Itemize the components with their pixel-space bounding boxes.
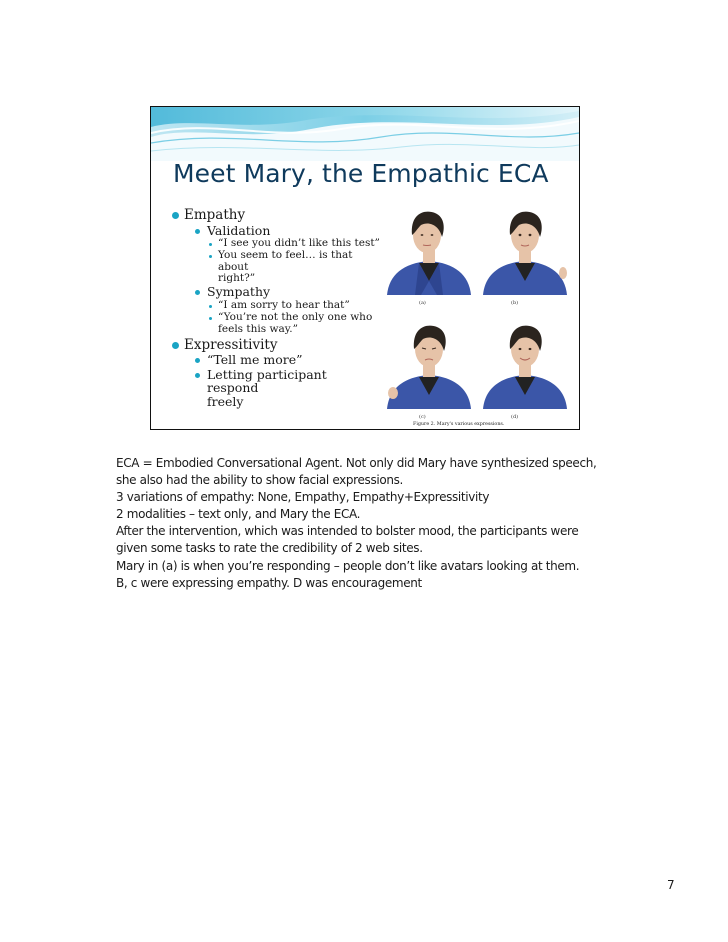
- notes-line: After the intervention, which was intended to bolster mood, the participants were: [116, 524, 579, 539]
- notes-line: given some tasks to rate the credibility of 2 web sites.: [116, 541, 423, 556]
- bullet-list: [171, 205, 381, 408]
- bullet-line: You seem to feel… is that about: [218, 249, 353, 273]
- avatar-image: [477, 309, 573, 409]
- bullet-expressivity: Expressitivity: [171, 338, 381, 353]
- avatar-panel-b: [477, 195, 573, 295]
- avatar-panel-a: [381, 195, 477, 295]
- notes-line: Mary in (a) is when you’re responding – people don’t like avatars looking at them.: [116, 558, 580, 573]
- notes-line: ECA = Embodied Conversational Agent. Not only did Mary have synthesized speech,: [116, 456, 597, 470]
- notes-line: 3 variations of empathy: None, Empathy, Empathy+Expressitivity: [116, 490, 490, 505]
- speaker-notes: [116, 455, 616, 592]
- notes-line: B, c were expressing empathy. D was encouragement: [116, 575, 422, 590]
- avatar-panel-c: [381, 309, 477, 409]
- bullet-line: Letting participant respond: [207, 366, 327, 396]
- bullet-letting-respond: [171, 368, 381, 409]
- bullet-tell-me-more: “Tell me more”: [171, 353, 381, 367]
- bullet-sympathy-quote-1: “I am sorry to hear that”: [171, 300, 381, 311]
- bullet-sympathy-quote-2: [171, 312, 381, 335]
- bullet-sympathy: Sympathy: [171, 285, 381, 299]
- avatar-image: [477, 195, 573, 295]
- panel-label-a: (a): [419, 300, 426, 306]
- notes-line: she also had the ability to show facial expressions.: [116, 473, 403, 488]
- wave-header-decoration: [151, 107, 579, 161]
- bullet-line: freely: [207, 393, 244, 409]
- avatar-image: [381, 195, 477, 295]
- bullet-validation: Validation: [171, 224, 381, 238]
- avatar-panel-d: [477, 309, 573, 409]
- bullet-line: right?”: [218, 272, 256, 285]
- panel-label-b: (b): [511, 300, 519, 306]
- slide-title: Meet Mary, the Empathic ECA: [173, 159, 549, 188]
- slide-thumbnail: [150, 106, 580, 430]
- bullet-validation-quote-2: [171, 250, 381, 284]
- bullet-empathy: Empathy: [171, 208, 381, 223]
- bullet-validation-quote-1: “I see you didn’t like this test”: [171, 238, 381, 249]
- bullet-line: feels this way.”: [218, 322, 298, 335]
- panel-label-d: (d): [511, 414, 519, 420]
- page-number: 7: [667, 878, 675, 892]
- avatar-image: [381, 309, 477, 409]
- figure-caption: Figure 2. Mary's various expressions.: [413, 422, 505, 427]
- panel-label-c: (c): [419, 414, 426, 420]
- avatar-expressions-figure: [381, 195, 573, 427]
- notes-line: 2 modalities – text only, and Mary the ECA.: [116, 507, 361, 522]
- bullet-line: “You’re not the only one who: [218, 311, 373, 324]
